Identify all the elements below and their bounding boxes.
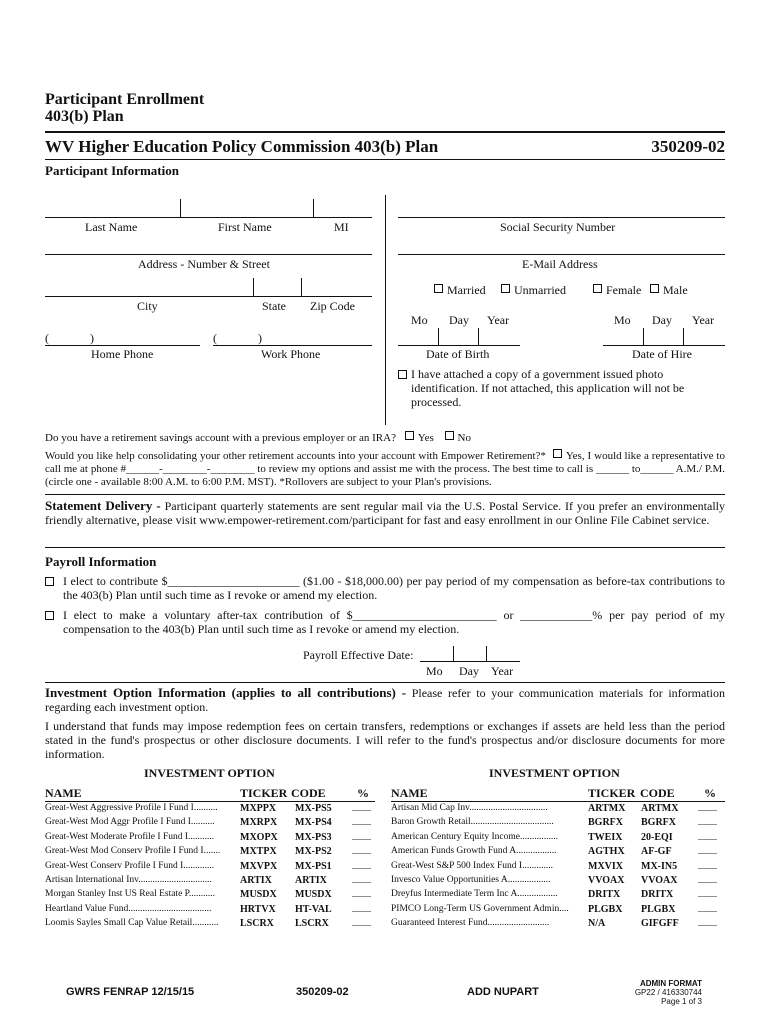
column-divider: [385, 195, 386, 425]
married-checkbox[interactable]: [434, 284, 443, 293]
fund-code: ARTMX: [641, 803, 679, 814]
male-option[interactable]: [650, 283, 688, 298]
fund-ticker: ARTIX: [240, 875, 272, 886]
dob-divider: [438, 328, 439, 345]
ira-yes-checkbox[interactable]: [405, 431, 414, 440]
fund-percent-input[interactable]: ____: [698, 803, 717, 813]
fund-ticker: MXOPX: [240, 831, 278, 843]
payroll-year-label: Year: [491, 664, 514, 678]
fund-percent-input[interactable]: ____: [698, 817, 717, 828]
fund-code: LSCRX: [295, 918, 329, 930]
fund-name: Great-West S&P 500 Index Fund I.............: [391, 860, 553, 871]
col-name-left: NAME: [45, 786, 82, 800]
header-rule: [45, 131, 725, 133]
fund-code: GIFGFF: [641, 918, 679, 930]
payroll-option-2-checkbox[interactable]: [45, 611, 54, 620]
consolidate-yes-checkbox[interactable]: [553, 449, 562, 458]
fund-code: DRITX: [641, 889, 674, 901]
fund-ticker: BGRFX: [588, 817, 623, 829]
fund-ticker: LSCRX: [240, 918, 274, 930]
fund-code: AF-GF: [641, 846, 672, 858]
investment-heading-right: INVESTMENT OPTION: [489, 766, 620, 780]
fund-code: MX-PS1: [295, 860, 332, 872]
fund-name: Great-West Moderate Profile I Fund I...........: [45, 831, 215, 842]
fund-code: MX-PS4: [295, 817, 332, 829]
payroll-effective-label: Payroll Effective Date:: [303, 648, 414, 662]
doh-mo-label: Mo: [614, 313, 631, 327]
payroll-option-1[interactable]: [45, 574, 725, 602]
fund-code: MX-PS5: [295, 803, 332, 814]
fund-name: Guaranteed Interest Fund..........................: [391, 918, 550, 929]
work-phone-label: Work Phone: [261, 347, 321, 361]
dob-mo-label: Mo: [411, 313, 428, 327]
ssn-label: Social Security Number: [500, 220, 616, 234]
fund-code: BGRFX: [641, 817, 676, 829]
fund-percent-input[interactable]: ____: [352, 846, 371, 857]
fund-code: MUSDX: [295, 889, 332, 901]
fund-ticker: DRITX: [588, 889, 621, 901]
col-code-left: CODE: [291, 786, 326, 800]
last-name-label: Last Name: [85, 220, 138, 234]
table-rule-right: [391, 801, 725, 802]
footer-form-id: GWRS FENRAP 12/15/15: [66, 986, 195, 998]
city-divider: [253, 278, 254, 296]
female-option[interactable]: [593, 283, 641, 298]
ira-yes-option[interactable]: [405, 432, 434, 444]
fund-percent-input[interactable]: ____: [698, 889, 717, 900]
consolidate-question-text: Would you like help consolidating your other retirement accounts into your account with Empower Retirement?*: [45, 450, 546, 462]
male-checkbox[interactable]: [650, 284, 659, 293]
fund-ticker: AGTHX: [588, 846, 625, 858]
home-phone-area-close: ): [90, 331, 94, 345]
form-title: [45, 91, 204, 125]
fund-ticker: PLGBX: [588, 903, 623, 915]
doh-divider: [643, 328, 644, 345]
ira-question: [45, 431, 471, 445]
title-rule: [45, 159, 725, 160]
address-line[interactable]: [45, 254, 372, 255]
statement-delivery-title: Statement Delivery -: [45, 498, 161, 513]
footer-gp: GP22 / 416330744: [634, 988, 702, 997]
participant-section-title: Participant Information: [45, 163, 179, 178]
female-label: Female: [606, 283, 642, 297]
section-rule: [45, 547, 725, 548]
work-phone-line[interactable]: [213, 345, 372, 346]
fund-percent-input[interactable]: ____: [698, 875, 717, 885]
mi-label: MI: [334, 220, 349, 234]
col-ticker-left: TICKER: [240, 786, 288, 800]
payroll-option-1-text: I elect to contribute $______________________ ($1.00 - $18,000.00) per pay period of my compensation as before-tax contributions to the 403(b) Plan until such time as I revoke or amend my election.: [63, 574, 725, 602]
fund-percent-input[interactable]: ____: [352, 803, 371, 813]
payroll-section-title: Payroll Information: [45, 554, 157, 569]
payroll-option-2-text: I elect to make a voluntary after-tax contribution of $________________________ or ____________% per pay period of my compensation to the 403(b) Plan until such time as I revoke or amend my election.: [63, 608, 725, 636]
fund-name: Artisan International Inv...............................: [45, 875, 212, 885]
dob-divider: [478, 328, 479, 345]
fund-ticker: VVOAX: [588, 875, 625, 886]
doh-day-label: Day: [652, 313, 672, 327]
work-phone-area-close: ): [258, 331, 262, 345]
investment-intro: [45, 686, 725, 714]
fund-code: MX-PS3: [295, 831, 332, 843]
ira-yes-label: Yes: [417, 432, 434, 444]
fund-name: Great-West Conserv Profile I Fund I.............: [45, 860, 215, 871]
male-label: Male: [663, 283, 688, 297]
fund-percent-input[interactable]: ____: [698, 860, 717, 871]
fund-percent-input[interactable]: ____: [698, 831, 717, 842]
home-phone-area-open: (: [45, 331, 49, 345]
fund-code: ARTIX: [295, 875, 327, 886]
fund-code: MX-PS2: [295, 846, 332, 858]
fund-name: Invesco Value Opportunities A..................: [391, 875, 551, 885]
investment-heading-left: INVESTMENT OPTION: [144, 766, 275, 780]
email-line[interactable]: [398, 254, 725, 255]
col-name-right: NAME: [391, 786, 428, 800]
fund-percent-input[interactable]: ____: [698, 903, 717, 914]
fund-name: Artisan Mid Cap Inv.................................: [391, 803, 548, 813]
footer-admin: [635, 979, 702, 1006]
address-label: Address - Number & Street: [138, 257, 270, 271]
id-attached-option[interactable]: [398, 367, 718, 409]
ira-no-checkbox[interactable]: [445, 431, 454, 440]
fund-ticker: N/A: [588, 918, 606, 930]
married-label: Married: [447, 283, 486, 297]
fund-code: MX-IN5: [641, 860, 678, 872]
section-rule: [45, 682, 725, 683]
work-phone-area-open: (: [213, 331, 217, 345]
fund-percent-input[interactable]: ____: [698, 918, 717, 929]
fund-percent-input[interactable]: ____: [352, 860, 371, 871]
first-name-label: First Name: [218, 220, 272, 234]
fund-ticker: TWEIX: [588, 831, 623, 843]
fund-percent-input[interactable]: ____: [352, 918, 371, 929]
payroll-date-divider: [486, 646, 487, 661]
fund-code: VVOAX: [641, 875, 678, 886]
footer-page: Page 1 of 3: [661, 997, 702, 1006]
investment-intro-text: Please refer to your communication materials for information regarding each investment option.: [45, 686, 725, 714]
fund-name: Great-West Mod Conserv Profile I Fund I.......: [45, 846, 221, 857]
fund-percent-input[interactable]: ____: [698, 846, 717, 857]
payroll-day-label: Day: [459, 664, 479, 678]
female-checkbox[interactable]: [593, 284, 602, 293]
form-title-line2: 403(b) Plan: [45, 108, 124, 125]
fund-name: Baron Growth Retail...................................: [391, 817, 554, 828]
doh-label: Date of Hire: [632, 347, 692, 361]
fund-ticker: MXPPX: [240, 803, 277, 814]
fund-name: Dreyfus Intermediate Term Inc A.................: [391, 889, 558, 900]
home-phone-line[interactable]: [45, 345, 200, 346]
payroll-effective-line[interactable]: [420, 661, 520, 662]
investment-disclaimer: I understand that funds may impose redemption fees on certain transfers, redemptions or exchanges if assets are held less than the period stated in the fund's prospectus or other disclosure documents. I will refer to the fund's prospectus and/or disclosure documents for more information.: [45, 719, 725, 761]
unmarried-checkbox[interactable]: [501, 284, 510, 293]
ira-no-option[interactable]: [445, 432, 471, 444]
section-rule: [45, 494, 725, 495]
payroll-date-divider: [453, 646, 454, 661]
ira-question-text: Do you have a retirement savings account with a previous employer or an IRA?: [45, 432, 396, 444]
plan-number: 350209-02: [651, 137, 725, 156]
state-label: State: [262, 299, 286, 313]
fund-ticker: MXVPX: [240, 860, 278, 872]
payroll-option-1-checkbox[interactable]: [45, 577, 54, 586]
statement-delivery: [45, 499, 725, 527]
payroll-option-2[interactable]: [45, 608, 725, 636]
state-divider: [301, 278, 302, 296]
table-rule-left: [45, 801, 375, 802]
footer-action: ADD NUPART: [467, 986, 539, 998]
name-divider: [180, 199, 181, 217]
zip-label: Zip Code: [310, 299, 355, 313]
doh-line[interactable]: [603, 345, 725, 346]
unmarried-option[interactable]: [501, 283, 566, 298]
fund-ticker: MXRPX: [240, 817, 278, 829]
fund-name: Morgan Stanley Inst US Real Estate P...........: [45, 889, 216, 900]
dob-label: Date of Birth: [426, 347, 490, 361]
id-attached-text: I have attached a copy of a government issued photo identification. If not attached, this application will not be processed.: [411, 367, 685, 409]
fund-name: Loomis Sayles Small Cap Value Retail...........: [45, 918, 219, 929]
plan-title: WV Higher Education Policy Commission 403(b) Plan: [45, 137, 439, 156]
dob-year-label: Year: [487, 313, 510, 327]
payroll-mo-label: Mo: [426, 664, 443, 678]
fund-name: American Century Equity Income................: [391, 831, 559, 842]
fund-code: HT-VAL: [295, 903, 332, 915]
ssn-line[interactable]: [398, 217, 725, 218]
fund-ticker: MXTPX: [240, 846, 277, 858]
dob-day-label: Day: [449, 313, 469, 327]
fund-ticker: HRTVX: [240, 903, 276, 915]
id-attached-checkbox[interactable]: [398, 370, 407, 379]
doh-divider: [683, 328, 684, 345]
dob-line[interactable]: [398, 345, 520, 346]
fund-ticker: MXVIX: [588, 860, 623, 872]
fund-name: American Funds Growth Fund A.................: [391, 846, 557, 857]
fund-name: PIMCO Long-Term US Government Admin....: [391, 903, 569, 914]
home-phone-label: Home Phone: [91, 347, 154, 361]
city-line[interactable]: [45, 296, 372, 297]
fund-ticker: MUSDX: [240, 889, 277, 901]
doh-year-label: Year: [692, 313, 715, 327]
fund-percent-input[interactable]: ____: [352, 875, 371, 885]
footer-plan-number: 350209-02: [296, 986, 349, 998]
statement-delivery-text: Participant quarterly statements are sent regular mail via the U.S. Postal Service. If you prefer an environmentally friendly alternative, please visit www.empower-retirement.com/participant for fast and easy enrollment in our Online File Cabinet service.: [45, 499, 725, 527]
email-label: E-Mail Address: [522, 257, 598, 271]
footer-admin-format: ADMIN FORMAT: [639, 979, 702, 988]
fund-name: Great-West Mod Aggr Profile I Fund I..........: [45, 817, 215, 828]
fund-ticker: ARTMX: [588, 803, 626, 814]
name-divider: [313, 199, 314, 217]
consolidate-yes-text: Yes, I would like a representative to call me at phone #______-________-________ to review my options and assist me with the process. The best time to call is ______ to______ A.M./ P.M. (circle one - available 8:00 A.M. to 6:00 P.M. MST). *Rollovers are subject to your Plan's provisions.: [45, 450, 725, 488]
consolidate-question: [45, 449, 725, 489]
married-option[interactable]: [434, 283, 486, 298]
investment-title: Investment Option Information (applies to all contributions) -: [45, 685, 407, 700]
unmarried-label: Unmarried: [514, 283, 566, 297]
col-code-right: CODE: [640, 786, 675, 800]
fund-percent-input[interactable]: ____: [352, 903, 371, 914]
fund-name: Heartland Value Fund...................................: [45, 903, 212, 914]
fund-percent-input[interactable]: ____: [352, 817, 371, 828]
name-line[interactable]: [45, 217, 372, 218]
fund-code: 20-EQI: [641, 831, 673, 843]
ira-no-label: No: [457, 432, 471, 444]
col-pct-left: %: [357, 786, 369, 800]
col-ticker-right: TICKER: [588, 786, 636, 800]
fund-percent-input[interactable]: ____: [352, 831, 371, 842]
city-label: City: [137, 299, 158, 313]
fund-name: Great-West Aggressive Profile I Fund I..........: [45, 803, 218, 813]
fund-code: PLGBX: [641, 903, 676, 915]
form-title-line1: Participant Enrollment: [45, 91, 205, 108]
col-pct-right: %: [704, 786, 716, 800]
fund-percent-input[interactable]: ____: [352, 889, 371, 900]
